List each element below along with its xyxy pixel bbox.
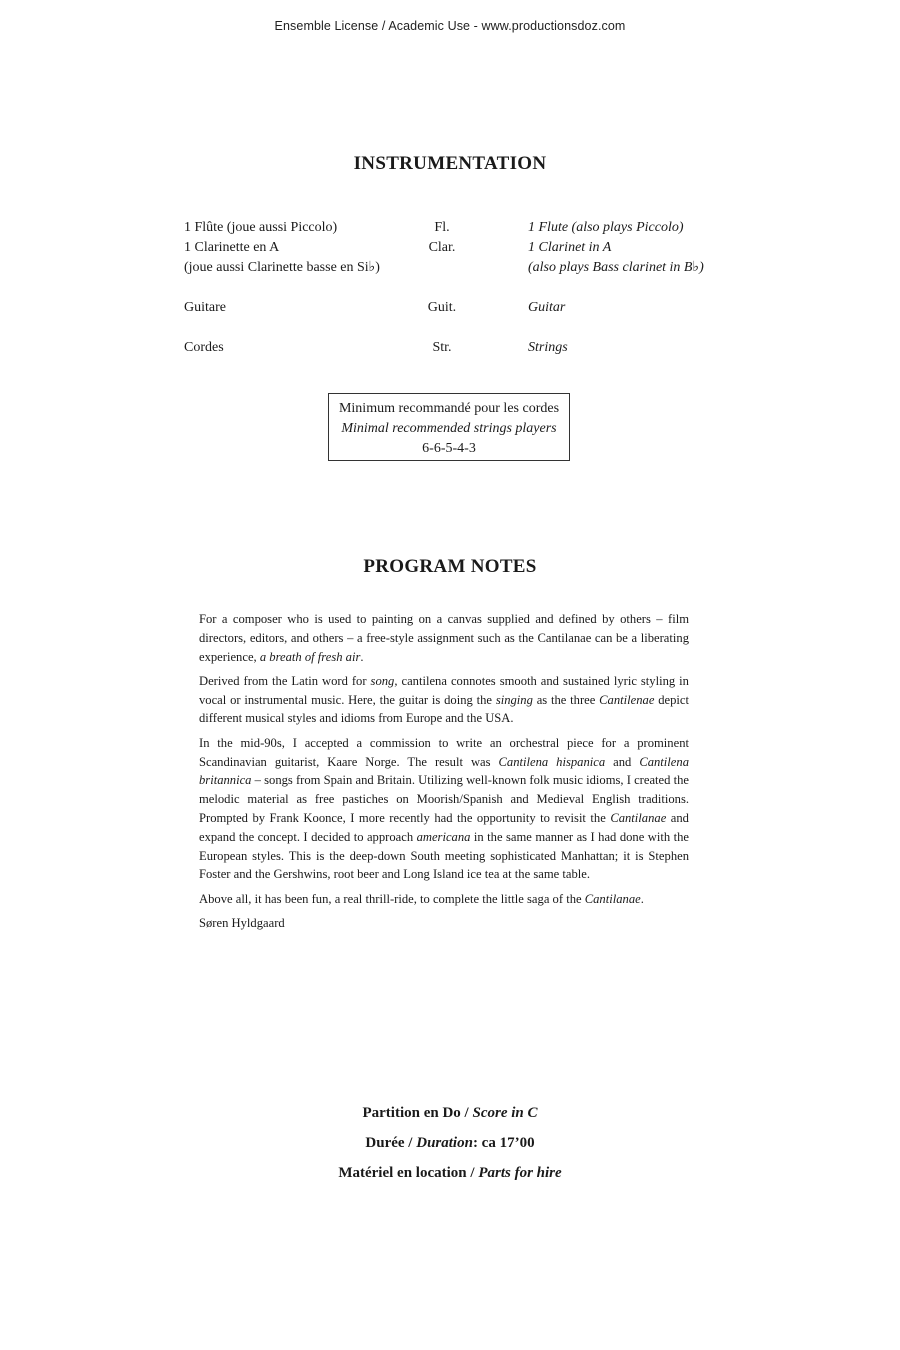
strings-minimum-count: 6-6-5-4-3 — [422, 441, 476, 456]
notes-paragraph-2: Derived from the Latin word for song, cantilena connotes smooth and sustained lyric styling in vocal or instrumental music. Here, the guitar is doing the singing as the three Cantilenae depict different musical styles and idioms from Europe and the USA. — [199, 673, 689, 726]
instrument-en-clarinet-note: (also plays Bass clarinet in B♭) — [528, 260, 704, 275]
instrumentation-title: INSTRUMENTATION — [353, 153, 547, 174]
notes-signature: Søren Hyldgaard — [199, 915, 285, 930]
instrument-fr-clarinet: 1 Clarinette en A — [184, 240, 280, 255]
program-notes-body — [199, 610, 689, 938]
notes-paragraph-3: In the mid-90s, I accepted a commission to write an orchestral piece for a prominent Scandinavian guitarist, Kaare Norge. The result was Cantilena hispanica and Cantilena britannica – songs from Spain and Britain. Utilizing well-known folk music idioms, I created the melodic material as free pastiches on Moorish/Spanish and Medieval English traditions. Prompted by Frank Koonce, I more recently had the opportunity to revisit the Cantilanae and expand the concept. I decided to approach americana in the same manner as I had done with the European styles. This is the deep-down South meeting sophisticated Manhattan; it is Stephen Foster and the Gershwins, root beer and Long Island ice tea at the same table. — [199, 735, 689, 882]
instrument-abbr-strings: Str. — [432, 340, 452, 355]
instrument-fr-guitar: Guitare — [184, 300, 226, 315]
strings-minimum-box — [328, 393, 570, 461]
notes-paragraph-4: Above all, it has been fun, a real thrill-ride, to complete the little saga of the Cantilanae. — [199, 891, 644, 906]
instrument-en-clarinet: 1 Clarinet in A — [528, 240, 612, 255]
notes-paragraph-1: For a composer who is used to painting on a canvas supplied and defined by others – film directors, editors, and others – a free-style assignment such as the Cantilanae can be a liberating experience, a breath of fresh air. — [199, 612, 689, 664]
parts-info: Matériel en location / Parts for hire — [338, 1165, 562, 1181]
strings-minimum-en: Minimal recommended strings players — [341, 421, 557, 436]
duration-info: Durée / Duration: ca 17’00 — [365, 1135, 535, 1151]
instrument-abbr-clarinet: Clar. — [428, 240, 456, 255]
instrument-en-guitar: Guitar — [528, 300, 566, 315]
instrument-en-flute: 1 Flute (also plays Piccolo) — [528, 220, 684, 235]
license-watermark: Ensemble License / Academic Use - www.productionsdoz.com — [274, 19, 626, 33]
instrument-fr-flute: 1 Flûte (joue aussi Piccolo) — [184, 220, 338, 235]
instrument-fr-strings: Cordes — [184, 340, 224, 355]
score-info: Partition en Do / Score in C — [362, 1105, 538, 1121]
instrument-abbr-guitar: Guit. — [427, 300, 457, 315]
instrument-abbr-flute: Fl. — [434, 220, 450, 235]
instrument-en-strings: Strings — [528, 340, 568, 355]
instrument-fr-clarinet-note: (joue aussi Clarinette basse en Si♭) — [184, 260, 380, 275]
strings-minimum-fr: Minimum recommandé pour les cordes — [338, 401, 560, 416]
program-notes-title: PROGRAM NOTES — [363, 556, 537, 577]
